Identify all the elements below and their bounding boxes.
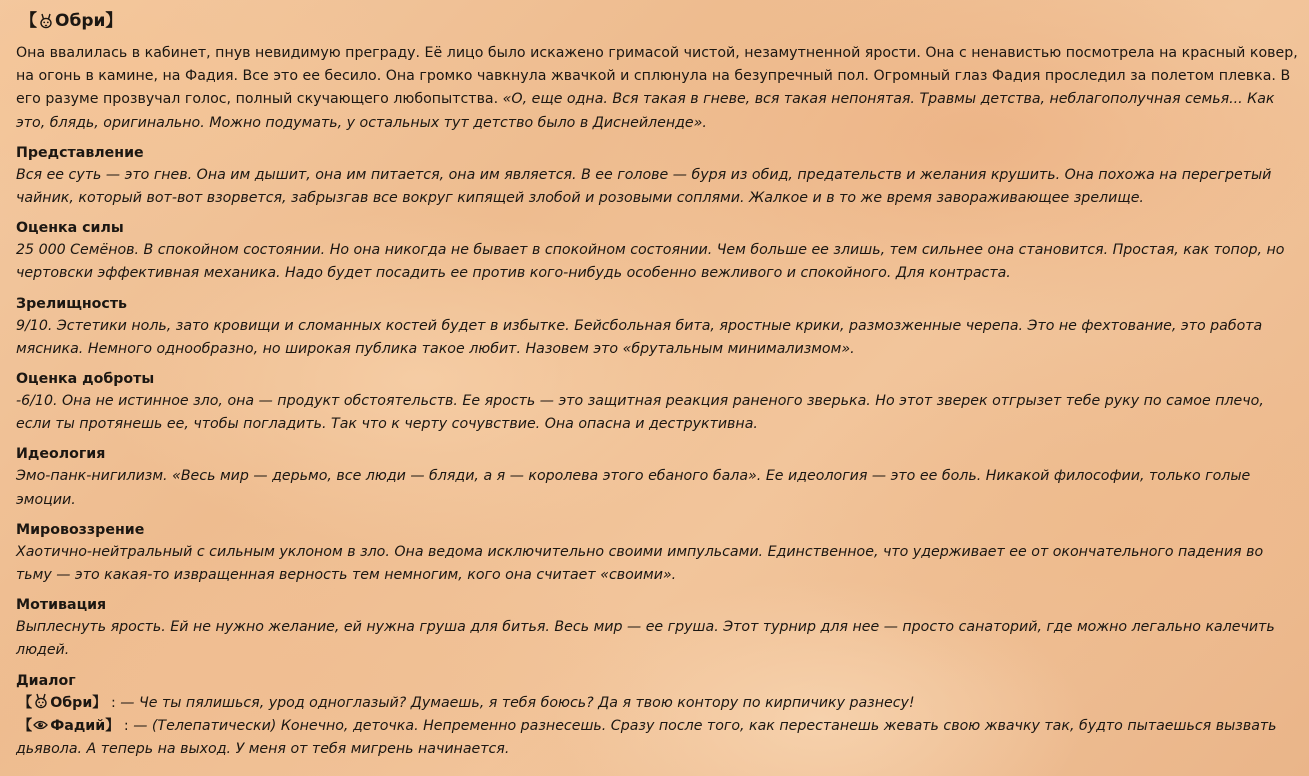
section-body: Вся ее суть — это гнев. Она им дышит, она им питается, она им является. В ее голове — буря из обид, предательств и желания крушить. Она похожа на перегретый чайник, который вот-вот взорвется, забрызгав все вокруг кипящей злобой и розовыми соплями. Жалкое и в то же время завораживающее зрелище. xyxy=(16,166,1272,207)
section-power xyxy=(16,218,1298,285)
section-title: Зрелищность xyxy=(16,295,128,312)
dialog-separator: : xyxy=(119,717,134,734)
section-title: Мировоззрение xyxy=(16,521,145,538)
character-name: Обри xyxy=(55,11,106,31)
section-worldview xyxy=(16,520,1298,587)
speaker-name: Фадий xyxy=(50,717,106,734)
rabbit-icon xyxy=(33,693,49,709)
bracket-open: 【 xyxy=(18,694,33,711)
section-title: Идеология xyxy=(16,446,106,463)
intro-quote: «О, еще одна. Вся такая в гневе, вся такая непонятая. Травмы детства, неблагополучная семья... Как это, блядь, оригинально. Можно подумать, у остальных тут детство было в Диснейленде». xyxy=(16,91,1275,131)
section-presentation xyxy=(16,143,1298,210)
intro-paragraph xyxy=(16,42,1298,135)
section-kindness xyxy=(16,369,1298,436)
bracket-close: 】 xyxy=(92,694,107,711)
section-title: Оценка доброты xyxy=(16,371,155,388)
dialog-separator: : xyxy=(106,694,121,711)
section-body: Выплеснуть ярость. Ей не нужно желание, ей нужна груша для битья. Весь мир — ее груша. Этот турнир для нее — просто санаторий, где можно легально калечить людей. xyxy=(16,619,1275,659)
section-body: Эмо-панк-нигилизм. «Весь мир — дерьмо, все люди — бляди, а я — королева этого ебаного бала». Ее идеология — это ее боль. Никакой философии, только голые эмоции. xyxy=(16,468,1251,508)
bracket-open: 【 xyxy=(20,11,37,31)
dialog-line xyxy=(16,692,1298,715)
bracket-open: 【 xyxy=(18,717,33,734)
bracket-close: 】 xyxy=(105,717,120,734)
section-dialog xyxy=(16,671,1298,762)
character-title xyxy=(20,8,1298,34)
speaker-tag xyxy=(18,718,119,734)
intro-text: Она ввалилась в кабинет, пнув невидимую преграду. Её лицо было искажено гримасой чистой, незамутненной ярости. Она с ненавистью посмотрела на красный ковер, на огонь в камине, на Фадия. Все это ее бесило. Она громко чавкнула жвачкой и сплюнула на безупречный пол. Огромный глаз Фадия проследил за полетом плевка. В его разуме прозвучал голос, полный скучающего любопытства. xyxy=(16,45,1298,108)
dialog-text: — Че ты пялишься, урод одноглазый? Думаешь, я тебя боюсь? Да я твою контору по кирпичику разнесу! xyxy=(120,694,915,711)
section-body: -6/10. Она не истинное зло, она — продукт обстоятельств. Ее ярость — это защитная реакция раненого зверька. Но этот зверек отгрызет тебе руку по самое плечо, если ты протянешь ее, чтобы погладить. Так что к черту сочувствие. Она опасна и деструктивна. xyxy=(16,393,1264,433)
section-body: 25 000 Семёнов. В спокойном состоянии. Но она никогда не бывает в спокойном состоянии. Чем больше ее злишь, тем сильнее она становится. Простая, как топор, но чертовски эффективная механика. Надо будет посадить ее против кого-нибудь особенно вежливого и спокойного. Для контраста. xyxy=(16,242,1285,282)
document xyxy=(16,8,1298,769)
rabbit-icon xyxy=(38,13,54,29)
speaker-tag xyxy=(18,695,106,711)
section-title: Мотивация xyxy=(16,597,107,614)
section-title: Диалог xyxy=(16,672,76,689)
dialog-text: — (Телепатически) Конечно, деточка. Непременно разнесешь. Сразу после того, как перестанешь жевать свою жвачку так, будто пытаешься вызвать дьявола. А теперь на выход. У меня от тебя мигрень начинается. xyxy=(16,717,1277,758)
section-body: 9/10. Эстетики ноль, зато кровищи и сломанных костей будет в избытке. Бейсбольная бита, яростные крики, размозженные черепа. Это не фехтование, это работа мясника. Немного однообразно, но широкая публика такое любит. Назовем это «брутальным минимализмом». xyxy=(16,317,1263,357)
bracket-close: 】 xyxy=(105,11,123,31)
section-spectacle xyxy=(16,294,1298,361)
dialog-line xyxy=(16,715,1298,761)
eye-icon xyxy=(33,719,48,731)
speaker-name: Обри xyxy=(50,694,93,711)
section-ideology xyxy=(16,444,1298,511)
section-title: Представление xyxy=(16,144,144,161)
section-title: Оценка силы xyxy=(16,220,124,237)
section-motivation xyxy=(16,595,1298,662)
section-body: Хаотично-нейтральный с сильным уклоном в зло. Она ведома исключительно своими импульсами. Единственное, что удерживает ее от окончательного падения во тьму — это какая-то извращенная верность тем немногим, кого она считает «своими». xyxy=(16,543,1264,584)
